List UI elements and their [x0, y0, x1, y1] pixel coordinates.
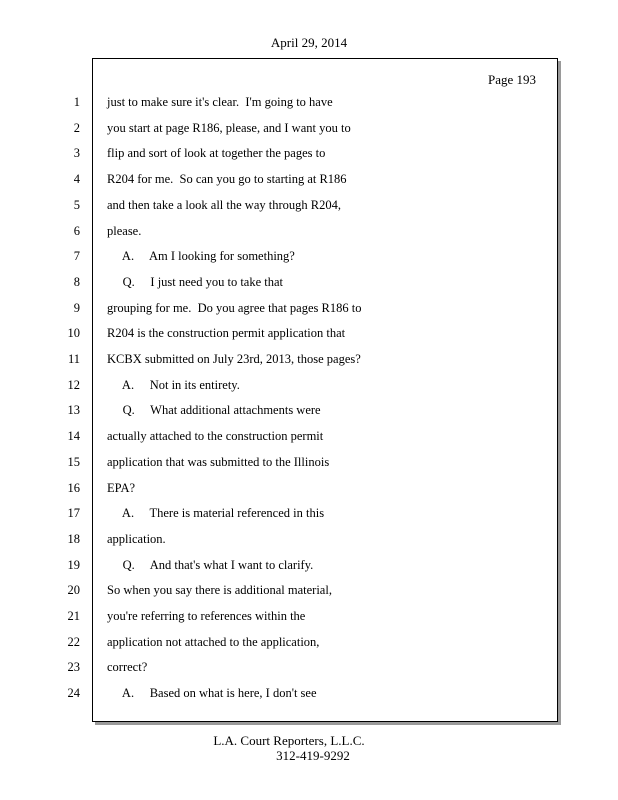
- transcript-line: application not attached to the application,: [107, 635, 320, 649]
- line-number: 13: [67, 403, 80, 417]
- line-number: 14: [67, 429, 80, 443]
- line-number: 8: [73, 275, 80, 289]
- transcript-line: application that was submitted to the Illinois: [107, 455, 330, 469]
- transcript-line: A. There is material referenced in this: [107, 506, 325, 520]
- transcript-line: flip and sort of look at together the pages to: [107, 146, 326, 160]
- transcript-line: Q. What additional attachments were: [107, 403, 321, 417]
- line-number: 9: [73, 301, 80, 315]
- line-number: 12: [67, 378, 80, 392]
- line-number: 24: [67, 686, 80, 700]
- transcript-line: R204 for me. So can you go to starting at R186: [107, 172, 347, 186]
- transcript-line: Q. And that's what I want to clarify.: [107, 558, 314, 572]
- transcript-line: just to make sure it's clear. I'm going to have: [107, 95, 333, 109]
- header-date: April 29, 2014: [270, 35, 348, 50]
- line-number: 7: [73, 249, 80, 263]
- line-number: 4: [73, 172, 80, 186]
- transcript-line: and then take a look all the way through R204,: [107, 198, 341, 212]
- transcript-line: A. Not in its entirety.: [107, 378, 240, 392]
- line-number: 10: [67, 326, 80, 340]
- line-number: 22: [67, 635, 80, 649]
- transcript-line: EPA?: [107, 481, 136, 495]
- line-number: 21: [67, 609, 80, 623]
- line-number: 5: [73, 198, 80, 212]
- line-number: 15: [67, 455, 80, 469]
- line-number: 23: [67, 660, 80, 674]
- page-number: Page 193: [487, 72, 536, 87]
- line-number: 20: [67, 583, 80, 597]
- transcript-line: application.: [107, 532, 166, 546]
- transcript-line: actually attached to the construction permit: [107, 429, 324, 443]
- line-number: 3: [73, 146, 80, 160]
- footer-phone: 312-419-9292: [276, 748, 350, 763]
- transcript-line: A. Based on what is here, I don't see: [107, 686, 317, 700]
- line-number: 17: [67, 506, 80, 520]
- transcript-line: Q. I just need you to take that: [107, 275, 284, 289]
- transcript-line: you start at page R186, please, and I want you to: [107, 121, 351, 135]
- transcript-line: A. Am I looking for something?: [107, 249, 295, 263]
- transcript-line: grouping for me. Do you agree that pages R186 to: [107, 301, 362, 315]
- line-number: 16: [67, 481, 80, 495]
- transcript-line: So when you say there is additional material,: [107, 583, 332, 597]
- line-number: 18: [67, 532, 80, 546]
- transcript-line: R204 is the construction permit application that: [107, 326, 346, 340]
- footer-company: L.A. Court Reporters, L.L.C.: [213, 733, 365, 748]
- line-number: 1: [73, 95, 80, 109]
- transcript-line: KCBX submitted on July 23rd, 2013, those pages?: [107, 352, 361, 366]
- line-number: 2: [73, 121, 80, 135]
- line-number: 19: [67, 558, 80, 572]
- transcript-line: please.: [107, 224, 142, 238]
- transcript-line: correct?: [107, 660, 148, 674]
- line-number: 6: [73, 224, 80, 238]
- line-number: 11: [67, 352, 80, 366]
- transcript-line: you're referring to references within the: [107, 609, 306, 623]
